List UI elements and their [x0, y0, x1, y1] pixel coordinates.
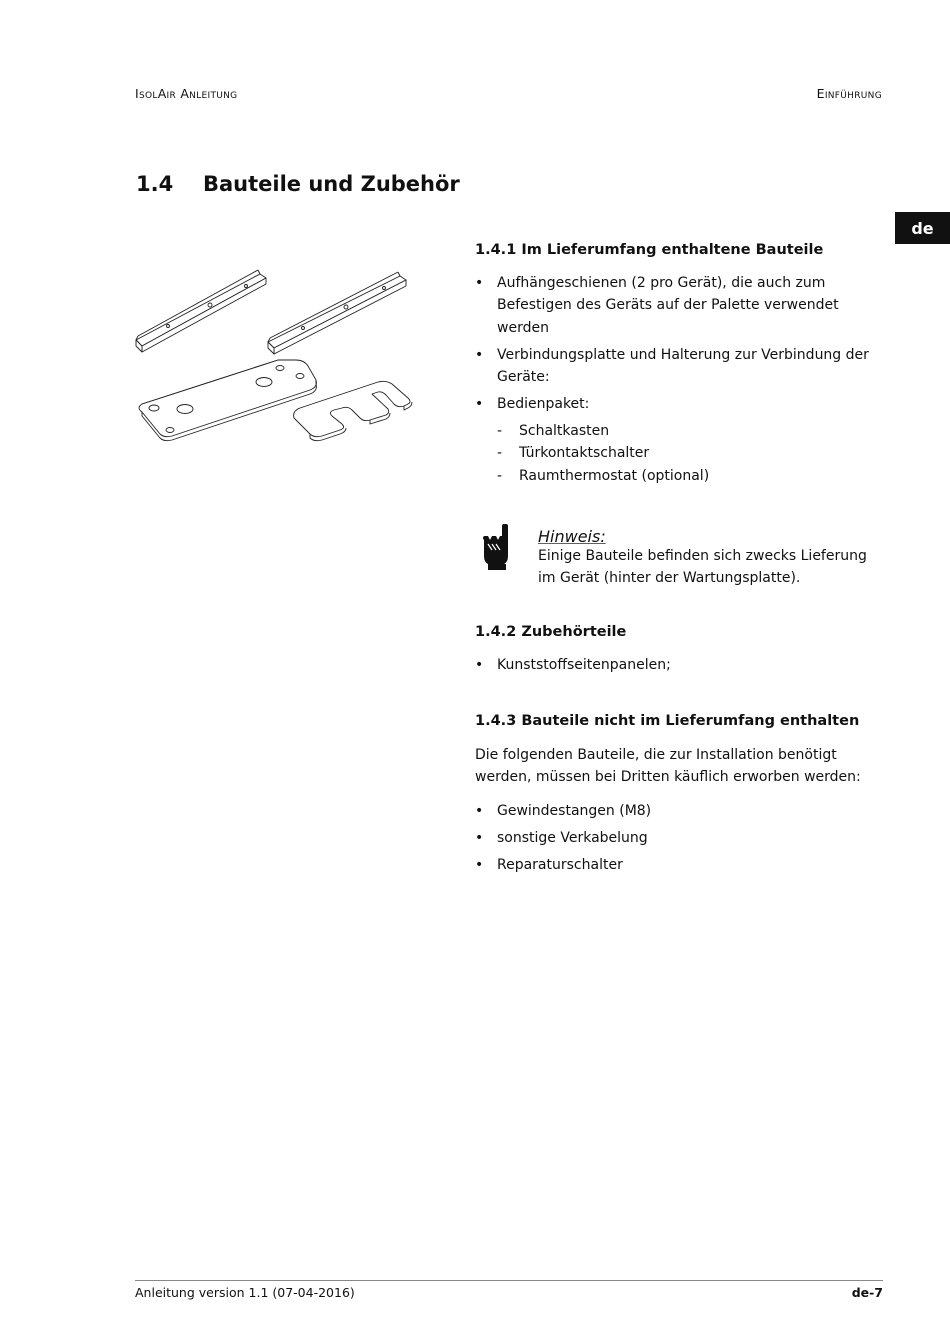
- note-box: [538, 526, 883, 590]
- subsection-1-4-3: [475, 710, 885, 881]
- subsection-heading: 1.4.3 Bauteile nicht im Lieferumfang enthalten: [475, 713, 860, 729]
- sub-list-item: - Raumthermostat (optional): [497, 465, 885, 488]
- list-item: • Verbindungsplatte und Halterung zur Verbindung der Geräte:: [475, 344, 885, 389]
- footer-rule: [135, 1280, 883, 1281]
- parts-illustration: [128, 262, 418, 452]
- header-left-text: IsolAir Anleitung: [135, 86, 238, 101]
- note-title: Hinweis:: [538, 527, 606, 546]
- running-header-left: [135, 86, 237, 101]
- header-right-text: Einführung: [816, 86, 882, 101]
- list-item-label: Bedienpaket:: [497, 396, 590, 412]
- language-tab: de: [895, 212, 950, 244]
- mounting-rail-left: [136, 270, 266, 352]
- subsection-heading: 1.4.1 Im Lieferumfang enthaltene Bauteile: [475, 242, 824, 258]
- note-text: Einige Bauteile befinden sich zwecks Lieferung im Gerät (hinter der Wartungsplatte).: [538, 547, 867, 586]
- control-package-list: [497, 420, 885, 488]
- section-title: Bauteile und Zubehör: [203, 172, 460, 196]
- sub-list-item: - Türkontaktschalter: [497, 442, 885, 465]
- subsection-1-4-1: [475, 239, 885, 492]
- list-item: • Reparaturschalter: [475, 854, 885, 877]
- sub-list-item: - Schaltkasten: [497, 420, 885, 443]
- not-included-list: [475, 800, 885, 877]
- section-number: 1.4: [136, 172, 174, 196]
- footer-version: Anleitung version 1.1 (07-04-2016): [135, 1285, 355, 1300]
- pointing-hand-icon: [478, 522, 514, 572]
- subsection-1-4-2: [475, 621, 885, 681]
- list-item: • sonstige Verkabelung: [475, 827, 885, 850]
- list-item: • Gewindestangen (M8): [475, 800, 885, 823]
- accessories-list: [475, 654, 885, 677]
- list-item: • Aufhängeschienen (2 pro Gerät), die auch zum Befestigen des Geräts auf der Palette verwendet werden: [475, 272, 885, 340]
- subsection-heading: 1.4.2 Zubehörteile: [475, 624, 627, 640]
- list-item: • Kunststoffseitenpanelen;: [475, 654, 885, 677]
- page-number: de-7: [851, 1285, 883, 1300]
- included-parts-list: [475, 272, 885, 488]
- connection-plate: [139, 360, 316, 441]
- subsection-intro: Die folgenden Bauteile, die zur Installation benötigt werden, müssen bei Dritten käuflich erworben werden:: [475, 746, 861, 785]
- mounting-rail-right: [268, 272, 406, 354]
- bracket: [294, 381, 412, 440]
- list-item: [475, 393, 885, 487]
- running-header-right: [817, 86, 882, 101]
